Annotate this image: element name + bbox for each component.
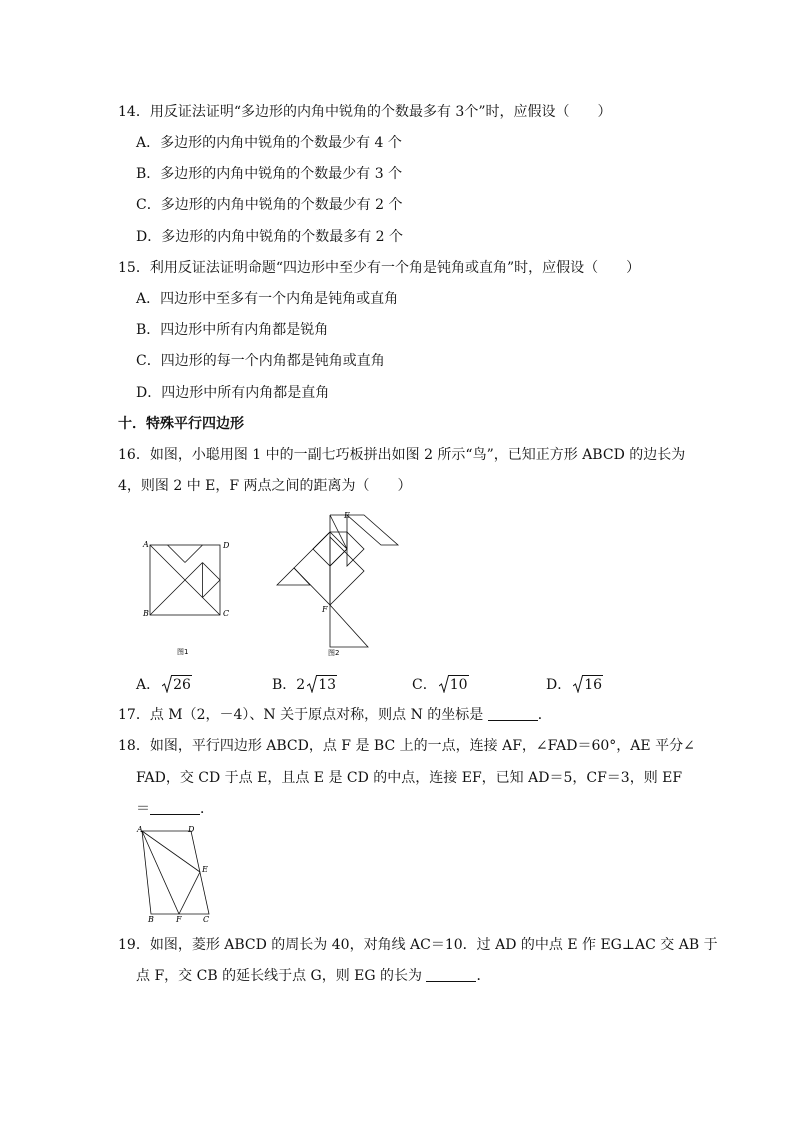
q16-choice-c-letter: C． — [412, 677, 437, 693]
fig2-caption: 图2 — [328, 649, 340, 657]
sqrt-symbol — [307, 674, 337, 696]
q16-choice-d-radicand: 16 — [584, 677, 603, 693]
q19-line2: 点 F，交 CB 的延长线于点 G，则 EG 的长为 — [136, 968, 423, 984]
q18-figure — [136, 822, 226, 926]
q16-stem-line1: 16．如图，小聪用图 1 中的一副七巧板拼出如图 2 所示“鸟”，已知正方形 ABCD 的边长为 — [118, 447, 686, 463]
fig1-label-d: D — [223, 541, 230, 550]
q16-choice-a — [136, 674, 192, 696]
q16-figure-1 — [140, 535, 240, 660]
radical-sign-icon — [573, 675, 583, 693]
q18-answer-blank[interactable] — [150, 800, 200, 815]
fig1-label-a: A — [143, 540, 149, 549]
q16-choice-d-letter: D． — [546, 677, 572, 693]
q15-stem: 15．利用反证法证明命题“四边形中至少有一个角是钝角或直角”时，应假设（ ） — [118, 260, 641, 276]
q14-option-b: B．多边形的内角中锐角的个数最少有 3 个 — [136, 166, 403, 182]
q19-line2-wrap — [136, 966, 490, 986]
q19-line1: 19．如图，菱形 ABCD 的周长为 40，对角线 AC＝10．过 AD 的中点 E 作 EG⊥AC 交 AB 于 — [118, 937, 718, 953]
q14-option-a: A．多边形的内角中锐角的个数最少有 4 个 — [136, 135, 402, 151]
q16-choice-b-letter: B． — [272, 677, 297, 693]
q17-line — [118, 705, 552, 725]
q16-choice-b-prefix: 2 — [296, 677, 306, 693]
section-title: 十．特殊平行四边形 — [118, 416, 244, 432]
q18-fig-label-c: C — [203, 915, 210, 924]
radical-sign-icon — [439, 675, 449, 693]
radical-sign-icon — [162, 675, 172, 693]
fig2-label-f: F — [322, 605, 328, 614]
q17-answer-blank[interactable] — [488, 706, 538, 721]
q16-choice-a-radicand: 26 — [173, 677, 191, 693]
q16-choice-c-radicand: 10 — [449, 677, 468, 693]
q15-option-d: D．四边形中所有内角都是直角 — [136, 385, 330, 401]
fig1-caption: 图1 — [177, 648, 189, 656]
q16-choice-a-letter: A． — [136, 677, 161, 693]
fig2-label-e: E — [344, 511, 350, 520]
parallelogram-svg — [136, 822, 226, 926]
q18-fig-label-b: B — [148, 915, 154, 924]
q16-figure-2 — [272, 505, 407, 660]
q18-fig-label-a: A — [137, 825, 143, 834]
fig1-label-b: B — [143, 609, 149, 618]
q18-fig-label-d: D — [188, 825, 195, 834]
q18-fig-label-f: F — [176, 915, 182, 924]
q16-choice-c — [412, 674, 469, 696]
fig1-label-c: C — [223, 609, 230, 618]
q18-line3-end: ． — [200, 801, 214, 817]
q18-line2: FAD，交 CD 于点 E，且点 E 是 CD 的中点，连接 EF，已知 AD＝5，CF＝3，则 EF — [136, 770, 683, 786]
q18-line3-prefix: ＝ — [136, 801, 150, 817]
q19-answer-blank[interactable] — [426, 967, 476, 982]
radical-sign-icon — [307, 675, 317, 693]
q16-choice-b — [272, 674, 337, 696]
q17-end: ． — [537, 707, 552, 723]
q15-option-a: A．四边形中至多有一个内角是钝角或直角 — [136, 291, 399, 307]
q15-option-c: C．四边形的每一个内角都是钝角或直角 — [136, 353, 385, 369]
q16-stem-line2: 4，则图 2 中 E，F 两点之间的距离为（ ） — [118, 478, 412, 494]
tangram-square-svg — [140, 535, 240, 660]
q18-fig-label-e: E — [202, 865, 208, 874]
q14-option-c: C．多边形的内角中锐角的个数最少有 2 个 — [136, 197, 403, 213]
q18-line3 — [136, 799, 214, 819]
sqrt-symbol — [439, 674, 469, 696]
q19-end: ． — [476, 968, 491, 984]
sqrt-symbol — [573, 674, 603, 696]
q16-choices — [136, 674, 656, 698]
q17-text: 17．点 M（2，－4）、N 关于原点对称，则点 N 的坐标是 — [118, 707, 484, 723]
q15-option-b: B．四边形中所有内角都是锐角 — [136, 322, 329, 338]
sqrt-symbol — [162, 674, 192, 696]
q16-choice-d — [546, 674, 603, 696]
q18-line1: 18．如图，平行四边形 ABCD，点 F 是 BC 上的一点，连接 AF，∠FAD＝60°，AE 平分∠ — [118, 738, 695, 754]
tangram-bird-svg — [272, 505, 407, 660]
q14-stem: 14．用反证法证明“多边形的内角中锐角的个数最多有 3个”时，应假设（ ） — [118, 104, 612, 120]
q14-option-d: D．多边形的内角中锐角的个数最多有 2 个 — [136, 229, 404, 245]
q16-choice-b-radicand: 13 — [318, 677, 337, 693]
